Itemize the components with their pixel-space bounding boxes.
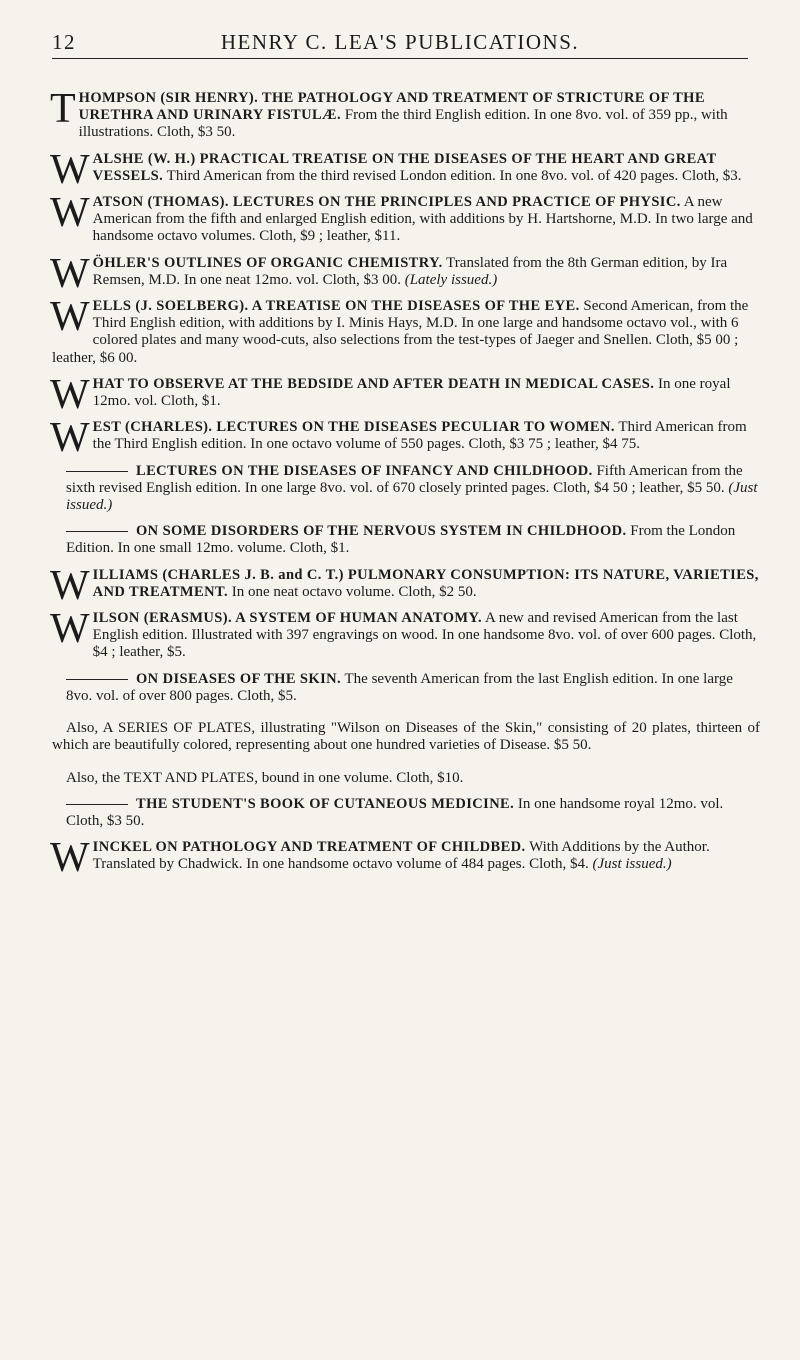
entry-walshe xyxy=(50,146,760,193)
entry-heading: THE STUDENT'S BOOK OF CUTANEOUS MEDICINE. xyxy=(136,795,515,812)
entry-west xyxy=(50,415,760,462)
entry-wilson-skin xyxy=(52,671,760,705)
ditto-rule xyxy=(66,471,128,472)
drop-initial: W xyxy=(50,190,90,237)
entry-body: In one neat octavo volume. Cloth, $2 50. xyxy=(231,583,477,600)
entry-williams xyxy=(50,562,760,609)
entry-body: The seventh American from the last English edition. In one large 8vo. vol. of over 800 pages. Cloth, $5. xyxy=(66,670,733,704)
entry-heading: ATSON (THOMAS). LECTURES ON THE PRINCIPLES AND PRACTICE OF PHYSIC. xyxy=(92,194,681,211)
entry-wohler xyxy=(50,250,760,297)
ditto-rule xyxy=(66,804,128,805)
entry-body: Translated from the 8th German edition, by Ira Remsen, M.D. In one neat 12mo. vol. Cloth, $3 00. xyxy=(92,254,728,288)
drop-initial: W xyxy=(50,294,90,341)
entry-heading: HAT TO OBSERVE AT THE BEDSIDE AND AFTER DEATH IN MEDICAL CASES. xyxy=(92,375,655,392)
plates-paragraph: Also, A SERIES OF PLATES, illustrating "Wilson on Diseases of the Skin," consisting of 20 plates, thirteen of which are beautifully colored, representing about one hundred varieties of Disease. $5 50. xyxy=(52,720,760,754)
entry-note: (Lately issued.) xyxy=(404,271,498,288)
ditto-rule xyxy=(66,679,128,680)
entry-heading: LECTURES ON THE DISEASES OF INFANCY AND CHILDHOOD. xyxy=(136,462,593,479)
page-title: HENRY C. LEA'S PUBLICATIONS. xyxy=(220,30,580,54)
drop-initial: W xyxy=(50,146,90,193)
entry-body: In one royal 12mo. vol. Cloth, $1. xyxy=(92,375,731,410)
entry-body: With Additions by the Author. Translated by Chadwick. In one handsome octavo volume of 484 pages. Cloth, $4. xyxy=(92,839,710,873)
entry-heading: EST (CHARLES). LECTURES ON THE DISEASES PECULIAR TO WOMEN. xyxy=(92,419,615,436)
entry-body: From the London Edition. In one small 12mo. volume. Cloth, $1. xyxy=(66,523,736,557)
entry-heading: ILLIAMS (CHARLES J. B. and C. T.) PULMONARY CONSUMPTION: ITS NATURE, VARIETIES, AND TREATMENT. xyxy=(92,566,759,600)
drop-initial: W xyxy=(50,606,90,653)
entry-heading: HOMPSON (SIR HENRY). THE PATHOLOGY AND TREATMENT OF STRICTURE OF THE URETHRA AND URINARY FISTULÆ. xyxy=(78,90,705,124)
entry-note: (Just issued.) xyxy=(592,856,672,873)
text-and-plates-paragraph: Also, the TEXT AND PLATES, bound in one volume. Cloth, $10. xyxy=(66,769,464,786)
entry-heading: INCKEL ON PATHOLOGY AND TREATMENT OF CHILDBED. xyxy=(92,839,526,856)
entry-heading: ON SOME DISORDERS OF THE NERVOUS SYSTEM IN CHILDHOOD. xyxy=(136,523,627,540)
entry-watson xyxy=(50,190,760,246)
catalog-entries xyxy=(50,86,760,883)
entry-heading: ON DISEASES OF THE SKIN. xyxy=(136,670,342,687)
drop-initial: W xyxy=(50,562,90,609)
entry-what-to-observe xyxy=(50,371,760,418)
entry-body: Third American from the third revised London edition. In one 8vo. vol. of 420 pages. Cloth, $3. xyxy=(166,167,742,184)
entry-heading: ILSON (ERASMUS). A SYSTEM OF HUMAN ANATOMY. xyxy=(92,610,483,627)
entry-heading: ELLS (J. SOELBERG). A TREATISE ON THE DISEASES OF THE EYE. xyxy=(92,298,580,315)
entry-wells xyxy=(50,294,760,367)
entry-heading: ALSHE (W. H.) PRACTICAL TREATISE ON THE DISEASES OF THE HEART AND GREAT VESSELS. xyxy=(92,150,717,184)
entry-body: From the third English edition. In one 8vo. vol. of 359 pp., with illustrations. Cloth, $3 50. xyxy=(78,107,728,141)
entry-body: In one handsome royal 12mo. vol. Cloth, $3 50. xyxy=(66,795,724,829)
drop-initial: W xyxy=(50,415,90,462)
ditto-rule xyxy=(66,531,128,532)
page-number: 12 xyxy=(52,30,76,54)
entry-west-nervous xyxy=(52,523,760,557)
entry-body: A new and revised American from the last English edition. Illustrated with 397 engravings on wood. In one handsome 8vo. vol. of over 600 pages. Cloth, $4 ; leather, $5. xyxy=(92,610,757,661)
entry-heading: ÖHLER'S OUTLINES OF ORGANIC CHEMISTRY. xyxy=(92,254,443,271)
entry-west-infancy xyxy=(52,463,760,515)
entry-body: Third American from the Third English edition. In one octavo volume of 550 pages. Cloth, $3 75 ; leather, $4 75. xyxy=(92,419,747,453)
drop-initial: W xyxy=(50,371,90,418)
entry-wilson xyxy=(50,606,760,662)
entry-wilson-students-book xyxy=(52,796,760,830)
entry-body: Fifth American from the sixth revised English edition. In one large 8vo. vol. of 670 closely printed pages. Cloth, $4 50 ; leather, $5 50. xyxy=(66,462,743,496)
entry-note: (Just issued.) xyxy=(66,479,758,514)
entry-thompson xyxy=(50,86,760,142)
running-head xyxy=(52,28,748,59)
entry-winckel xyxy=(50,835,760,882)
entry-body: A new American from the fifth and enlarged English edition, with additions by H. Hartshorne, M.D. In two large and handsome octavo volumes. Cloth, $9 ; leather, $11. xyxy=(92,194,753,245)
entry-body: Second American, from the Third English edition, with additions by I. Minis Hays, M.D. In one large and handsome octavo vol., with 6 colored plates and many wood-cuts, also selections from the test-types of Jaeger and Snellen. Cloth, $5 00 ; leather, $6 00. xyxy=(52,298,749,366)
drop-initial: W xyxy=(50,835,90,882)
drop-initial: W xyxy=(50,250,90,297)
drop-initial: T xyxy=(50,86,76,132)
